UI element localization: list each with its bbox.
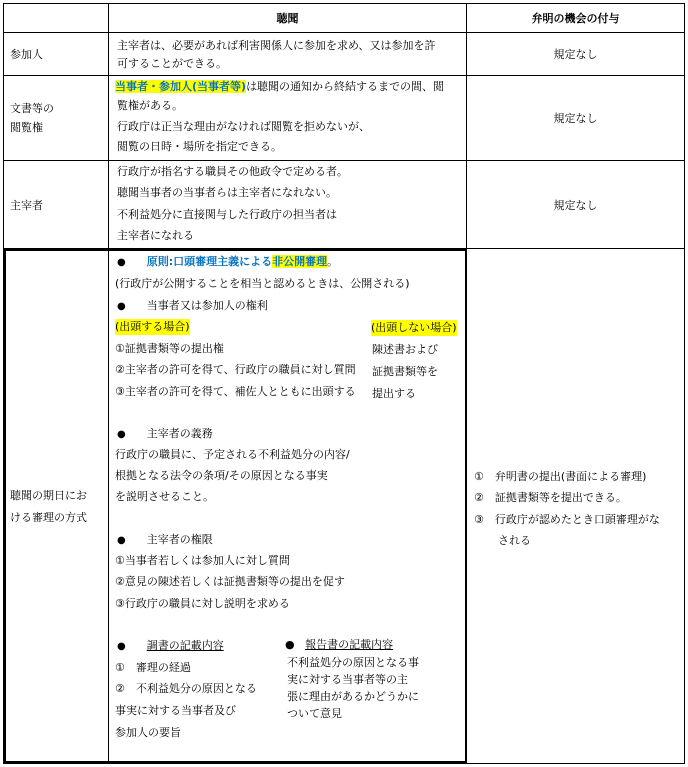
appear-item: ③主宰者の許可を得て、補佐人とともに出頭する [115, 385, 356, 398]
principle-end: 。 [327, 255, 339, 268]
row-divider [3, 248, 685, 249]
defense-method-item: ② 証拠書類等を提出できる。 [474, 491, 627, 504]
no-appear-item: 提出する [372, 387, 416, 400]
principle-blue: 原則:口頭審理主義による [146, 255, 273, 268]
report-line: 不利益処分の原因となる事 [287, 656, 419, 669]
public-note: (行政庁が公開することを相当と認めるときは、公開される) [115, 277, 410, 290]
authority-item: ③行政庁の職員に対し説明を求める [115, 597, 290, 610]
record-item: 事実に対する当事者及び [115, 704, 236, 717]
report-heading [285, 637, 393, 653]
row-label-inspection-line2: 閲覧権 [10, 121, 43, 134]
record-heading [117, 638, 224, 655]
record-item: ① 審理の経過 [115, 661, 191, 674]
presider-line4: 主宰者になれる [117, 229, 194, 242]
principle-line [117, 254, 338, 271]
bullet-icon: ● [117, 641, 126, 652]
bullet-icon: ● [117, 429, 126, 440]
col-divider [108, 3, 109, 764]
no-appear-item: 証拠書類等を [372, 365, 438, 378]
inspection-line1-rest: は聴聞の通知から終結するまでの間、閲 [246, 80, 445, 93]
participant-defense: 規定なし [553, 48, 598, 61]
principle-highlight: 非公開審理 [272, 255, 328, 268]
participant-text-line1: 主宰者は、必要があれば利害関係人に参加を求め、又は参加を許 [117, 39, 436, 52]
participant-text-line2: 可することができる。 [117, 57, 227, 70]
bullet-icon: ● [117, 257, 126, 268]
record-item: ② 不利益処分の原因となる [115, 682, 257, 695]
row-label-presider: 主宰者 [10, 198, 43, 212]
inspection-line3: 行政庁は正当な理由がなければ閲覧を拒めないが、 [117, 120, 370, 133]
authority-item: ②意見の陳述若しくは証拠書類等の提出を促す [115, 575, 345, 588]
inspection-defense: 規定なし [553, 112, 598, 125]
duty-line: 根拠となる法令の条項/その原因となる事実 [115, 469, 328, 482]
inspection-line2: 覧権がある。 [117, 99, 183, 112]
no-appear-item: 陳述書および [372, 343, 438, 356]
report-line: ついて意見 [287, 707, 342, 720]
authority-heading [117, 532, 213, 549]
row-label-method-line1: 聴聞の期日にお [10, 489, 87, 502]
authority-title: 主宰者の権限 [146, 533, 213, 546]
duty-title: 主宰者の義務 [146, 427, 213, 440]
record-item: 参加人の要旨 [115, 726, 181, 739]
bullet-icon: ● [117, 535, 126, 546]
defense-method-item: ① 弁明書の提出(書面による審理) [474, 470, 647, 483]
presider-line2: 聴聞当事者の当事者らは主宰者になれない。 [117, 186, 337, 199]
no-appear-label: (出頭しない場合) [371, 321, 457, 334]
bullet-icon: ● [117, 301, 126, 312]
report-line: 張に理由があるかどうかに [287, 690, 419, 703]
authority-item: ①当事者若しくは参加人に対し質問 [115, 554, 290, 567]
row-label-participant: 参加人 [10, 48, 43, 61]
inspection-line1 [115, 79, 444, 95]
duty-line: 行政庁の職員に、予定される不利益処分の内容/ [115, 448, 350, 461]
presider-defense: 規定なし [553, 198, 598, 212]
defense-method-item: される [498, 534, 531, 547]
duty-heading [117, 426, 213, 443]
duty-line: を説明させること。 [115, 490, 214, 503]
highlight-parties-abbrev: (当事者等) [192, 80, 247, 93]
highlight-parties: 当事者・参加人 [115, 80, 192, 93]
record-title: 調書の記載内容 [146, 639, 224, 652]
appear-label: (出頭する場合) [115, 320, 190, 333]
presider-line1: 行政庁が指名する職員その他政令で定める者。 [117, 165, 348, 178]
presider-line3: 不利益処分に直接関与した行政庁の担当者は [117, 208, 337, 221]
row-label-method-line2: ける審理の方式 [10, 511, 87, 524]
appear-item: ②主宰者の許可を得て、行政庁の職員に対し質問 [115, 363, 356, 376]
report-title: 報告書の記載内容 [305, 638, 394, 651]
inspection-line4: 閲覧の日時・場所を指定できる。 [117, 140, 282, 153]
report-line: 実に対する当事者等の主 [287, 673, 408, 686]
appear-item: ①証拠書類等の提出権 [115, 342, 224, 355]
header-defense: 弁明の機会の付与 [531, 12, 620, 25]
row-label-inspection-line1: 文書等の [10, 102, 54, 115]
rights-title: 当事者又は参加人の権利 [146, 299, 268, 312]
rights-heading [117, 298, 268, 315]
header-hearing: 聴聞 [276, 12, 299, 25]
defense-method-item: ③ 行政庁が認めたとき口頭審理がな [474, 513, 660, 526]
bullet-icon: ● [285, 638, 295, 651]
